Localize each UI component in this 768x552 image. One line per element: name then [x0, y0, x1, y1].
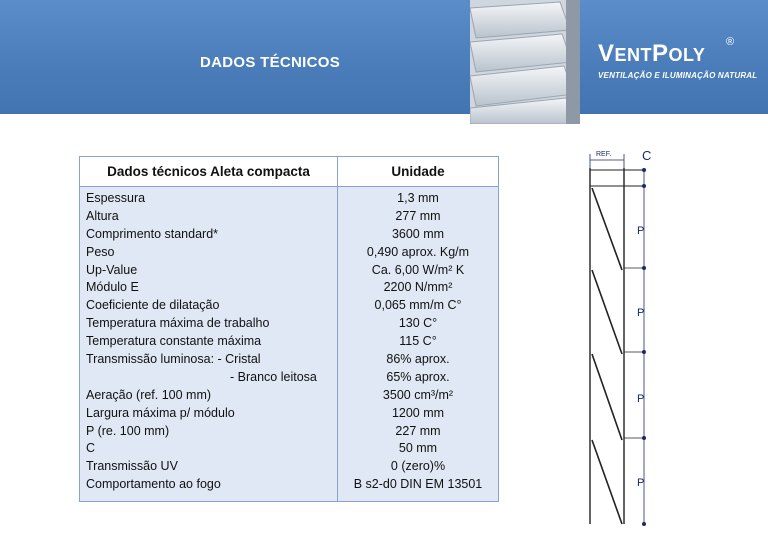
table-row: P (re. 100 mm) 227 mm [86, 423, 441, 438]
p-label: P [637, 477, 645, 489]
louver-blade [592, 354, 622, 440]
table-row: Módulo E 2200 N/mm² [86, 280, 453, 295]
p-label: P [637, 393, 645, 405]
logo-wordmark: VENTPOLY [598, 40, 706, 67]
louver-photo-icon [470, 0, 580, 124]
table-row: Temperatura máxima de trabalho 130 C° [86, 316, 438, 331]
table-row: C 50 mm [86, 441, 438, 456]
dim-point [642, 522, 646, 526]
table-body [80, 190, 498, 494]
registered-mark: ® [726, 36, 735, 48]
ventpoly-logo [598, 36, 758, 80]
dim-point [642, 184, 646, 188]
louver-blade [592, 270, 622, 354]
table-row: - Branco leitosa 65% aprox. [230, 369, 450, 384]
col-header-unit: Unidade [391, 164, 445, 179]
table-row: Transmissão luminosa: - Cristal 86% aprox. [86, 352, 450, 367]
ref-label: REF. [596, 151, 612, 158]
louver-section-diagram [570, 140, 660, 540]
table-row: Peso 0,490 aprox. Kg/m [86, 244, 470, 259]
p-label: P [637, 307, 645, 319]
table-header [80, 157, 498, 187]
louver-blade [592, 440, 622, 524]
c-label: C [642, 148, 652, 163]
col-header-description: Dados técnicos Aleta compacta [107, 164, 310, 179]
page-title: DADOS TÉCNICOS [200, 54, 341, 71]
table-row: Temperatura constante máxima 115 C° [86, 334, 437, 349]
table-row: Comprimento standard* 3600 mm [86, 226, 445, 241]
table-row: Aeração (ref. 100 mm) 3500 cm³/m² [86, 387, 454, 402]
p-label: P [637, 225, 645, 237]
table-row: Altura 277 mm [86, 208, 441, 223]
table-row: Up-Value Ca. 6,00 W/m² K [86, 262, 465, 277]
table-row: Largura máxima p/ módulo 1200 mm [86, 405, 445, 420]
table-row: Comportamento ao fogo B s2-d0 DIN EM 13501 [86, 477, 483, 492]
table-row: Transmissão UV 0 (zero)% [86, 459, 446, 474]
dim-point [642, 168, 646, 172]
table-row: Coeficiente de dilatação 0,065 mm/m C° [86, 298, 462, 313]
louver-blade [592, 188, 622, 270]
table-row: Espessura 1,3 mm [86, 191, 439, 205]
tech-data-table [79, 156, 499, 502]
logo-tagline: VENTILAÇÃO E ILUMINAÇÃO NATURAL [598, 71, 758, 80]
header-banner [0, 0, 768, 114]
